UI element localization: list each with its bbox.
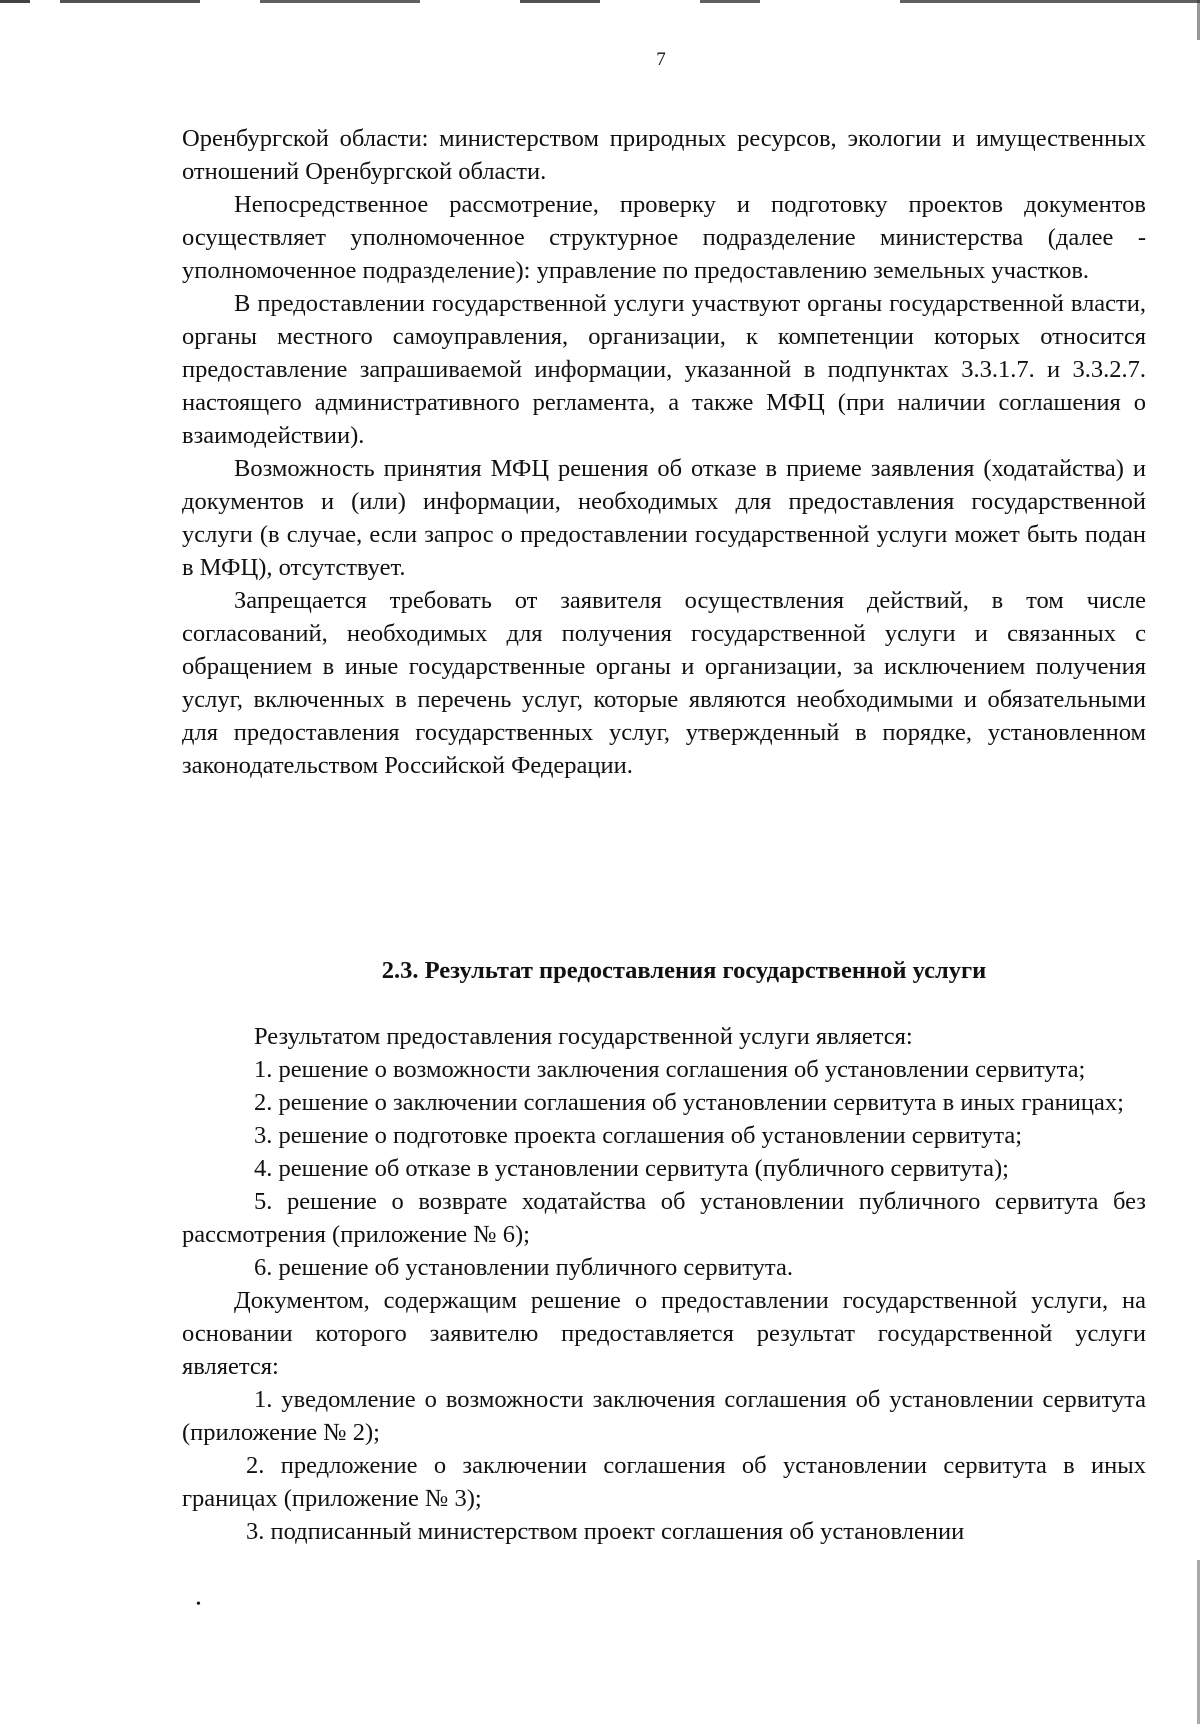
paragraph: Возможность принятия МФЦ решения об отказе в приеме заявления (ходатайства) и документов и (или) информации, необходимых для предоставления государственной услуги (в случае, если запрос о предоставлении государственной услуги может быть подан в МФЦ), отсутствует. xyxy=(182,455,1146,581)
documents-intro: Документом, содержащим решение о предоставлении государственной услуги, на основании которого заявителю предоставляется результат государственной услуги является: xyxy=(182,1287,1146,1380)
result-item: 3. решение о подготовке проекта соглашения об установлении сервитута; xyxy=(254,1122,1023,1149)
results-intro: Результатом предоставления государственной услуги является: xyxy=(254,1023,913,1050)
result-item: 6. решение об установлении публичного сервитута. xyxy=(254,1254,793,1281)
result-item: 2. решение о заключении соглашения об установлении сервитута в иных границах; xyxy=(254,1089,1124,1116)
body-text-section-2-3 xyxy=(182,1020,1146,1548)
paragraph: Непосредственное рассмотрение, проверку и подготовку проектов документов осуществляет уполномоченное структурное подразделение министерства (далее - уполномоченное подразделение): управление по предоставлению земельных участков. xyxy=(182,191,1146,284)
section-heading: 2.3. Результат предоставления государственной услуги xyxy=(381,957,987,984)
document-item: 2. предложение о заключении соглашения об установлении сервитута в иных границах (приложение № 3); xyxy=(182,1452,1146,1512)
scan-speck: • xyxy=(196,1597,201,1612)
result-item: 4. решение об отказе в установлении сервитута (публичного сервитута); xyxy=(254,1155,1009,1182)
paragraph: Оренбургской области: министерством природных ресурсов, экологии и имущественных отношений Оренбургской области. xyxy=(182,125,1146,185)
paragraph: Запрещается требовать от заявителя осуществления действий, в том числе согласований, необходимых для получения государственной услуги и связанных с обращением в иные государственные органы и организации, за исключением получения услуг, включенных в перечень услуг, которые являются необходимыми и обязательными для предоставления государственных услуг, утвержденный в порядке, установленном законодательством Российской Федерации. xyxy=(182,587,1146,779)
document-item: 1. уведомление о возможности заключения соглашения об установлении сервитута (приложение № 2); xyxy=(182,1386,1146,1446)
result-item: 5. решение о возврате ходатайства об установлении публичного сервитута без рассмотрения (приложение № 6); xyxy=(182,1188,1146,1248)
page-number: 7 xyxy=(656,49,666,70)
document-item: 3. подписанный министерством проект соглашения об установлении xyxy=(246,1518,965,1545)
body-text-section-2-2 xyxy=(182,122,1146,782)
paragraph: В предоставлении государственной услуги участвуют органы государственной власти, органы местного самоуправления, организации, к компетенции которых относится предоставление запрашиваемой информации, указанной в подпунктах 3.3.1.7. и 3.3.2.7. настоящего административного регламента, а также МФЦ (при наличии соглашения о взаимодействии). xyxy=(182,290,1146,449)
scan-top-edge xyxy=(0,0,1200,3)
result-item: 1. решение о возможности заключения соглашения об установлении сервитута; xyxy=(254,1056,1086,1083)
